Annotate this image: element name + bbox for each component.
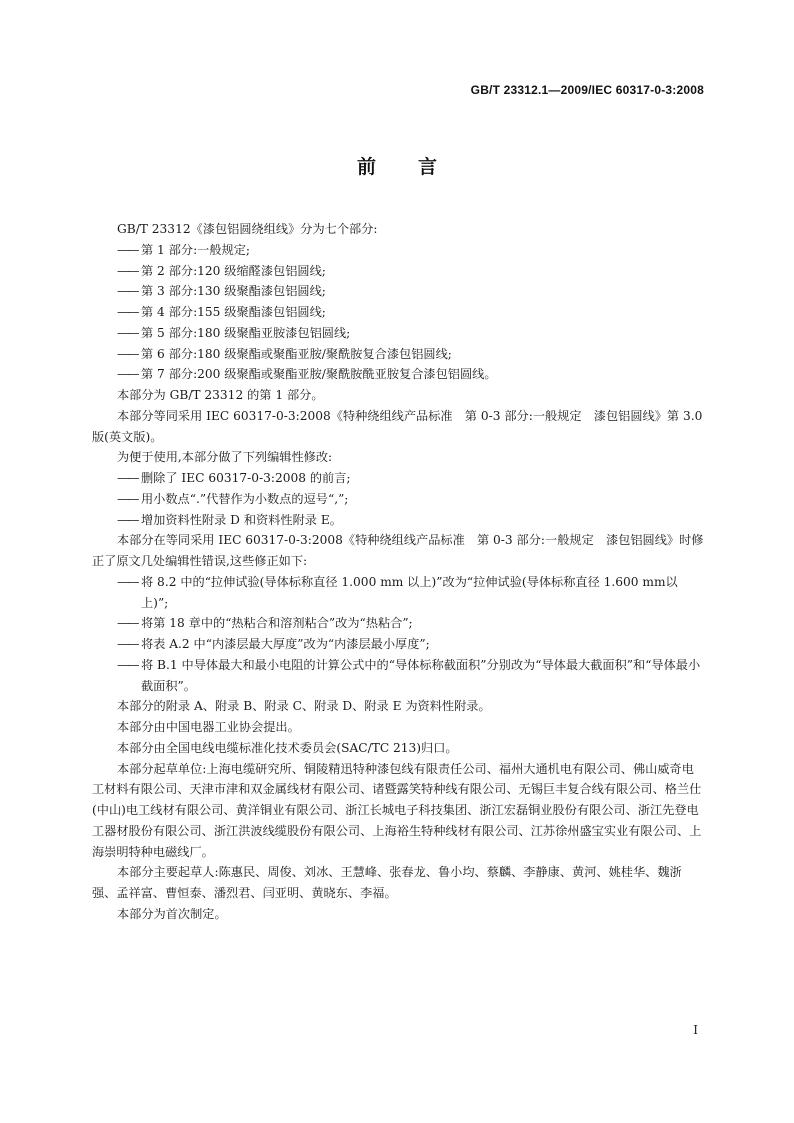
centralized-paragraph: 本部分由全国电线电缆标准化技术委员会(SAC/TC 213)归口。 xyxy=(117,740,458,755)
this-part-paragraph: 本部分为 GB/T 23312 的第 1 部分。 xyxy=(117,388,324,402)
correction-intro-paragraph: 本部分在等同采用 IEC 60317-0-3:2008《特种绕组线产品标准 第 0-3 部分:一般规定 漆包铝圆线》时修正了原文几处编辑性错误,这些修正如下: xyxy=(92,533,704,568)
edit-intro-paragraph: 为便于使用,本部分做了下列编辑性修改: xyxy=(117,450,333,465)
part-list-item: —— 第 5 部分:180 级聚酯亚胺漆包铝圆线; xyxy=(92,323,704,344)
edit-list-item: —— 用小数点“.”代替作为小数点的逗号“,”; xyxy=(92,489,704,510)
title-char-1: 前 xyxy=(356,156,376,178)
first-issue-paragraph: 本部分为首次制定。 xyxy=(117,906,227,921)
correction-list-item: —— 将第 18 章中的“热粘合和溶剂粘合”改为“热粘合”; xyxy=(92,613,704,634)
annex-paragraph: 本部分的附录 A、附录 B、附录 C、附录 D、附录 E 为资料性附录。 xyxy=(117,699,491,714)
part-list-item: —— 第 6 部分:180 级聚酯或聚酯亚胺/聚酰胺复合漆包铝圆线; xyxy=(92,344,704,365)
page-title xyxy=(0,152,794,179)
correction-list-item: —— 将 8.2 中的“拉伸试验(导体标称直径 1.000 mm 以上)”改为“拉伸试验(导体标称直径 1.600 mm以上)”; xyxy=(92,572,704,614)
intro-paragraph: GB/T 23312《漆包铝圆绕组线》分为七个部分: xyxy=(117,222,378,236)
proposed-paragraph: 本部分由中国电器工业协会提出。 xyxy=(117,720,300,734)
part-list-item: —— 第 1 部分:一般规定; xyxy=(92,240,704,261)
page-number: I xyxy=(693,1023,698,1037)
drafting-units-paragraph: 本部分起草单位:上海电缆研究所、铜陵精迅特种漆包线有限责任公司、福州大通机电有限公司、佛山威奇电工材料有限公司、天津市津和双金属线材有限公司、诸暨露笑特种线有限公司、无锡巨丰复合线有限公司、格兰仕(中山)电工线材有限公司、黄洋铜业有限公司、浙江长城电子科技集团、浙江宏磊铜业股份有限公司、浙江先登电工器材股份有限公司、浙江洪波线缆股份有限公司、上海裕生特种线材有限公司、江苏徐州盛宝实业有限公司、上海崇明特种电磁线厂。 xyxy=(92,761,702,859)
drafters-paragraph: 本部分主要起草人:陈惠民、周俊、刘冰、王慧峰、张春龙、鲁小均、蔡麟、李静康、黄河、姚桂华、魏浙强、孟祥富、曹恒泰、潘烈君、闫亚明、黄晓东、李福。 xyxy=(92,865,682,900)
part-list-item: —— 第 4 部分:155 级聚酯漆包铝圆线; xyxy=(92,302,704,323)
part-list-item: —— 第 7 部分:200 级聚酯或聚酯亚胺/聚酰胺酰亚胺复合漆包铝圆线。 xyxy=(92,364,704,385)
edit-list-item: —— 删除了 IEC 60317-0-3:2008 的前言; xyxy=(92,468,704,489)
correction-list-item: —— 将表 A.2 中“内漆层最大厚度”改为“内漆层最小厚度”; xyxy=(92,634,704,655)
part-list-item: —— 第 3 部分:130 级聚酯漆包铝圆线; xyxy=(92,281,704,302)
adoption-paragraph: 本部分等同采用 IEC 60317-0-3:2008《特种绕组线产品标准 第 0-3 部分:一般规定 漆包铝圆线》第 3.0 版(英文版)。 xyxy=(92,408,703,444)
part-list-item: —— 第 2 部分:120 级缩醛漆包铝圆线; xyxy=(92,261,704,282)
correction-list-item: —— 将 B.1 中导体最大和最小电阻的计算公式中的“导体标称截面积”分别改为“导体最大截面积”和“导体最小截面积”。 xyxy=(92,655,704,697)
title-char-2: 言 xyxy=(418,156,438,178)
standard-code-header: GB/T 23312.1—2009/IEC 60317-0-3:2008 xyxy=(470,83,704,97)
foreword-body xyxy=(92,219,704,925)
edit-list-item: —— 增加资料性附录 D 和资料性附录 E。 xyxy=(92,510,704,531)
